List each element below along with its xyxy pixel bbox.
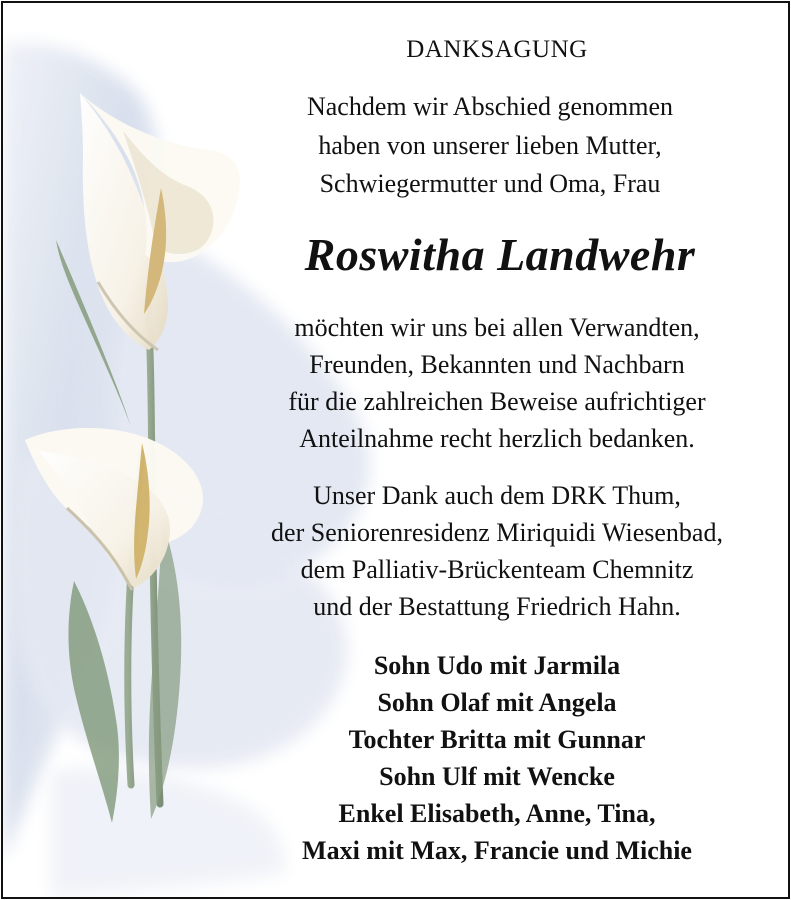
signature-line-5: Enkel Elisabeth, Anne, Tina, bbox=[338, 799, 656, 828]
intro-line-3: Schwiegermutter und Oma, Frau bbox=[319, 169, 661, 198]
signature-line-6: Maxi mit Max, Francie und Michie bbox=[302, 836, 692, 865]
signature-line-1: Sohn Udo mit Jarmila bbox=[373, 651, 621, 680]
message-line-2: Freunden, Bekannten und Nachbarn bbox=[309, 350, 685, 379]
deceased-name: Roswitha Landwehr bbox=[304, 229, 696, 280]
message-line-3: für die zahlreichen Beweise aufrichtiger bbox=[288, 387, 706, 416]
obituary-notice bbox=[1, 1, 790, 899]
heading: DANKSAGUNG bbox=[406, 36, 588, 63]
notice-text bbox=[3, 3, 788, 897]
thanks-line-1: Unser Dank auch dem DRK Thum, bbox=[313, 481, 681, 510]
signature-line-2: Sohn Olaf mit Angela bbox=[377, 688, 617, 717]
message-line-4: Anteilnahme recht herzlich bedanken. bbox=[299, 424, 695, 453]
signature-line-4: Sohn Ulf mit Wencke bbox=[379, 762, 615, 791]
thanks-line-2: der Seniorenresidenz Miriquidi Wiesenbad, bbox=[271, 518, 723, 547]
message-line-1: möchten wir uns bei allen Verwandten, bbox=[294, 313, 700, 342]
thanks-line-3: dem Palliativ-Brückenteam Chemnitz bbox=[300, 555, 694, 584]
signature-line-3: Tochter Britta mit Gunnar bbox=[348, 725, 646, 754]
intro-line-1: Nachdem wir Abschied genommen bbox=[306, 92, 674, 121]
intro-line-2: haben von unserer lieben Mutter, bbox=[318, 131, 662, 160]
thanks-line-4: und der Bestattung Friedrich Hahn. bbox=[313, 592, 681, 621]
